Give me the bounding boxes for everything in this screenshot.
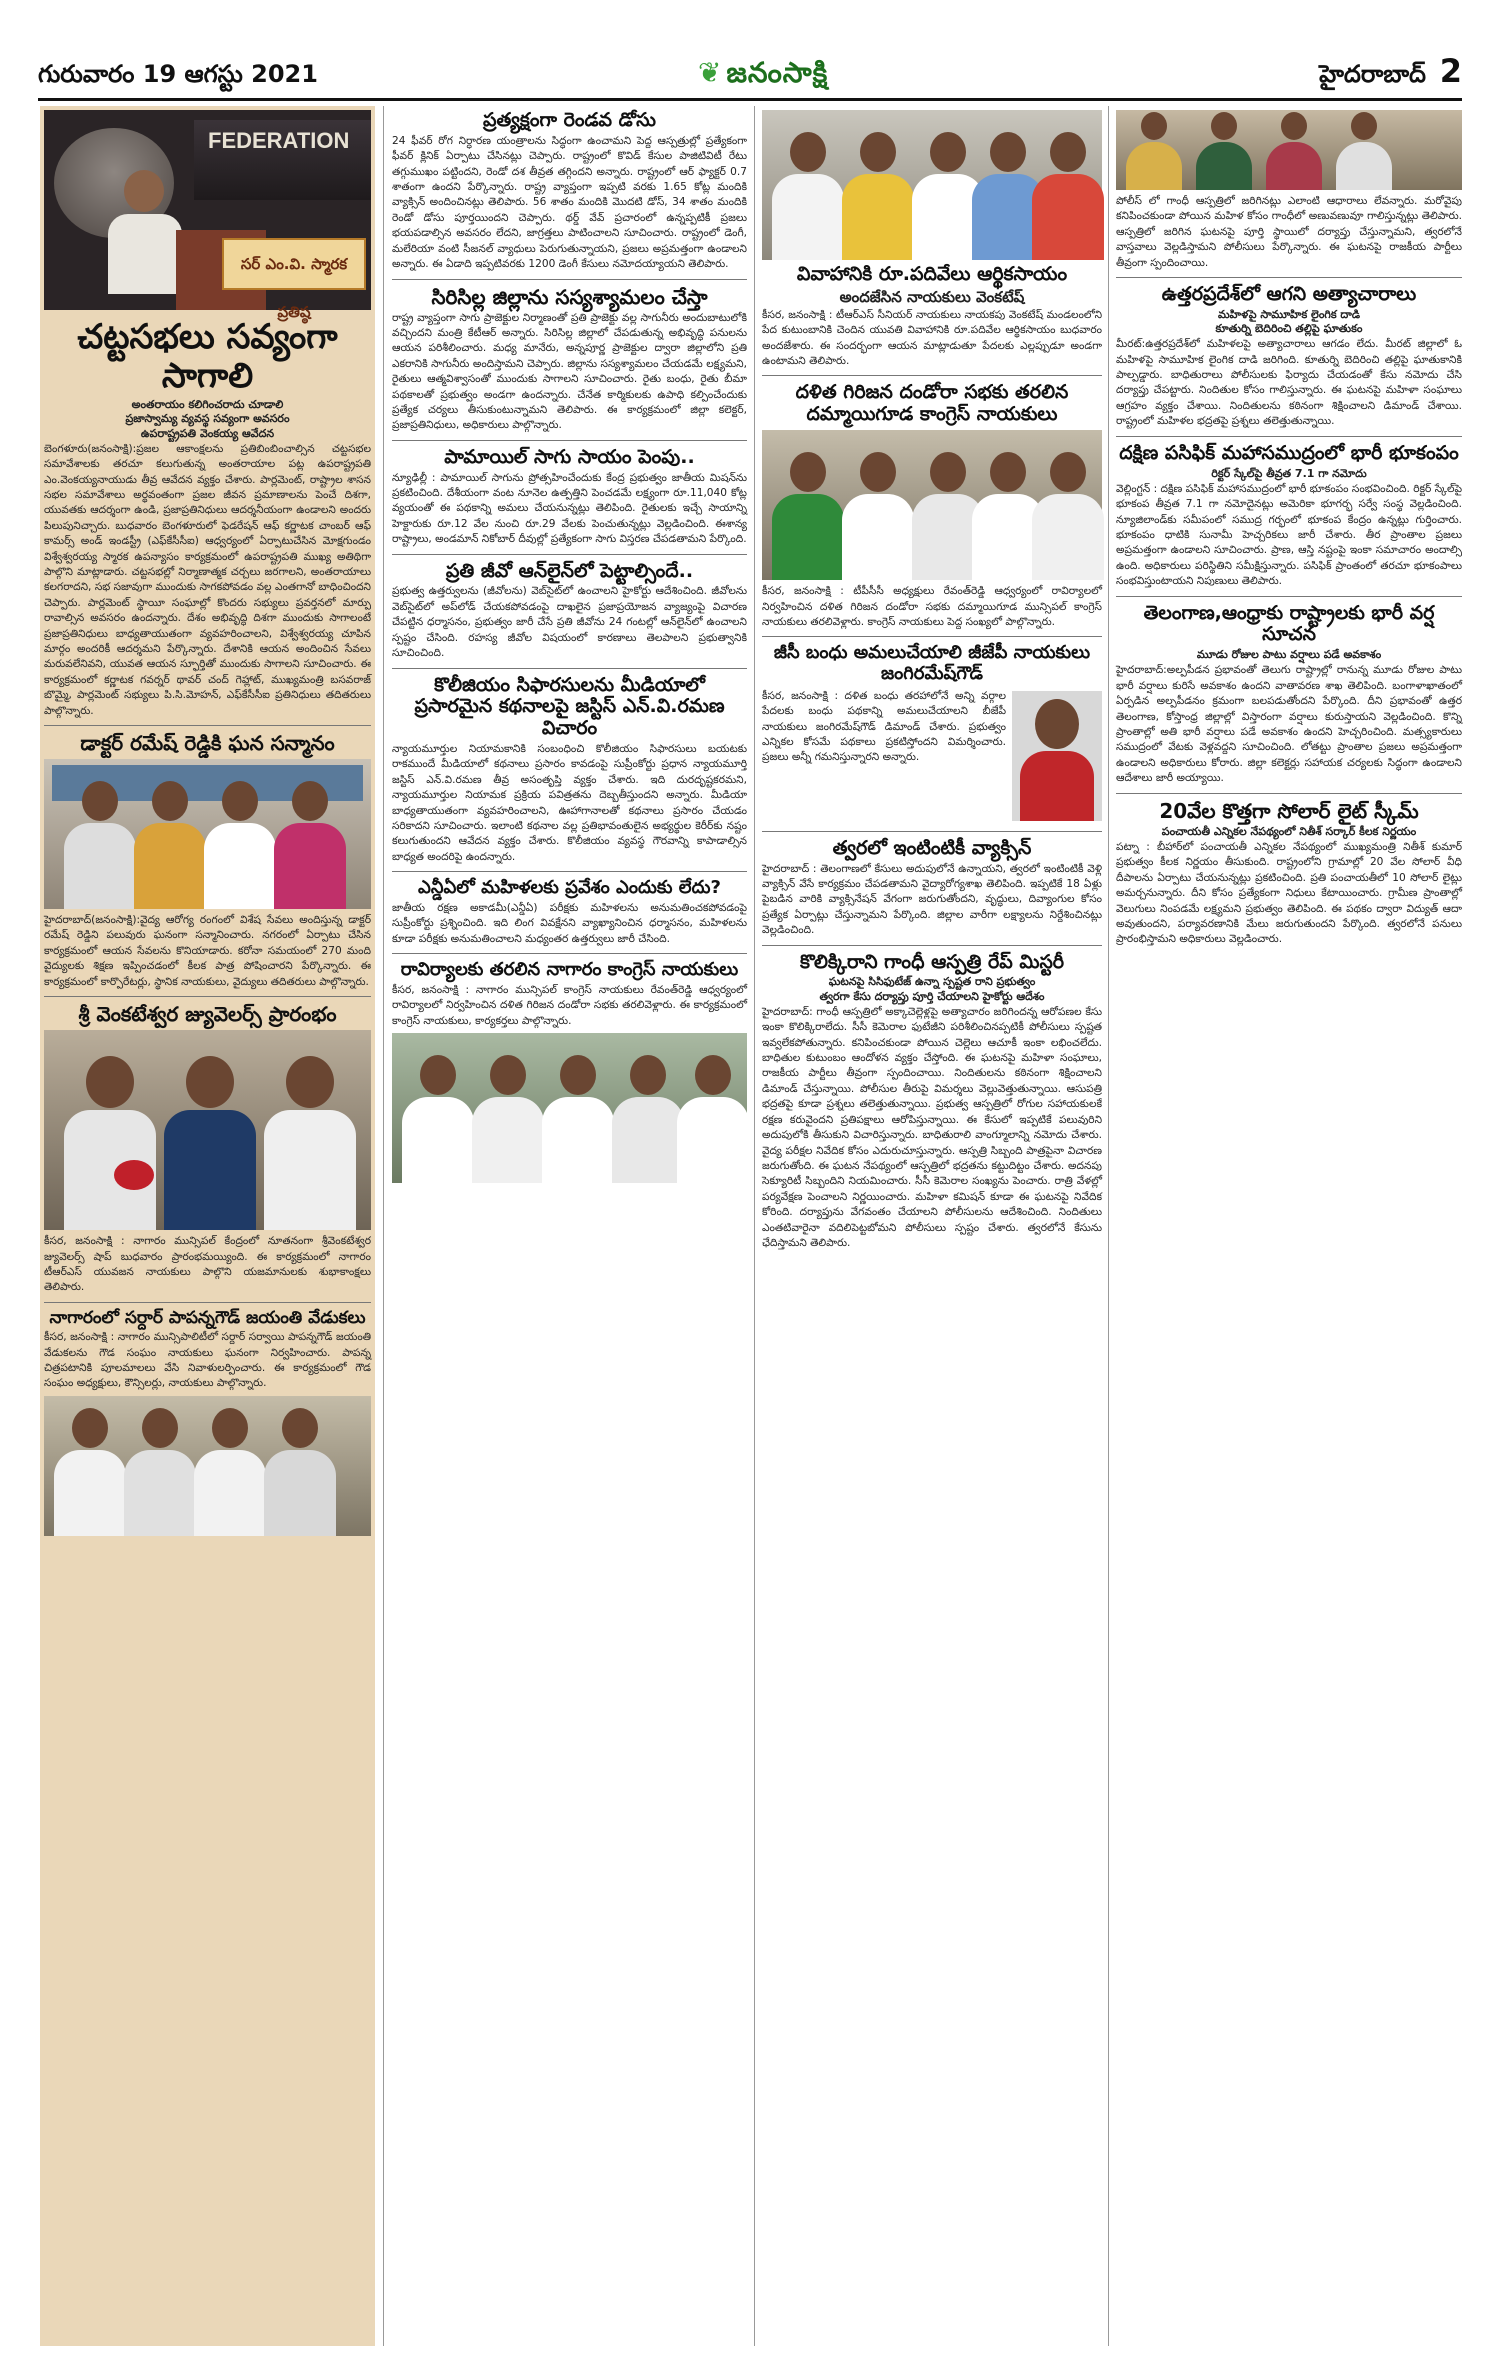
continued-article-body: పోలీస్ లో గాంధీ ఆస్పత్రిలో జరిగినట్లు ఎలాంటి ఆధారాలు లేవన్నారు. మరోవైపు కనిపించకుండా పోయిన మహిళ కోసం గాంధీలో అణువణువూ గాలిస్తున్నట్లు తెలిపారు. ఆస్పత్రిలో జరిగిన ఘటనపై పూర్తి స్థాయిలో దర్యాప్తు చేస్తున్నామని, త్వరలోనే వాస్తవాలు వెల్లడిస్తామని పోలీసులు పేర్కొన్నారు. ఈ ఘటనపై రాజకీయ పార్టీలు తీవ్రంగా స్పందించాయి. bbox=[1116, 195, 1462, 269]
story-subheading: మూడు రోజుల పాటు వర్షాలు పడే అవకాశం bbox=[1196, 648, 1382, 662]
person-figure-part bbox=[1032, 494, 1104, 580]
person-figure-part bbox=[860, 132, 896, 172]
person-figure-part bbox=[630, 1055, 666, 1095]
person-figure-part bbox=[212, 1408, 248, 1448]
story-headline: 20వేల కొత్తగా సోలార్ లైట్ స్కీమ్ bbox=[1159, 798, 1419, 823]
story-headline: సిరిసిల్ల జిల్లాను సస్యశ్యామలం చేస్తా bbox=[431, 284, 708, 309]
story-subheading: మహిళపై సామూహిక లైంగిక దాడి bbox=[1217, 307, 1360, 321]
column-rule bbox=[383, 106, 384, 2346]
lead-headline: చట్టసభలు సవ్యంగా సాగాలి bbox=[77, 317, 338, 397]
column-rule bbox=[754, 106, 755, 2346]
story-body: హైదరాబాద్(జనంసాక్షి):వైద్య ఆరోగ్య రంగంలో విశేష సేవలు అందిస్తున్న డాక్టర్ రమేష్ రెడ్డిని పలువురు ఘనంగా సన్మానించారు. నగరంలో ఏర్పాటు చేసిన కార్యక్రమంలో ఆయన సేవలను కొనియాడారు. కరోనా సమయంలో 270 మంది వైద్యులకు శిక్షణ ఇప్పించడంలో కీలక పాత్ర పోషించారని పేర్కొన్నారు. ఈ కార్యక్రమంలో కార్పొరేటర్లు, స్థానిక నాయకులు, వైద్యులు తదితరులు పాల్గొన్నారు. bbox=[44, 914, 371, 988]
person-figure-part bbox=[695, 1055, 731, 1095]
person-figure-part bbox=[72, 1408, 108, 1448]
speaker-body bbox=[108, 214, 182, 294]
story-body: మీరట్:ఉత్తరప్రదేశ్‌లో మహిళలపై అత్యాచారాలు ఆగడం లేదు. మీరట్ జిల్లాలో ఓ మహిళపై సామూహిక లైంగిక దాడి జరిగింది. కూతుర్ని బెదిరించి తల్లిపై ఘాతుకానికి పాల్పడ్డారు. బాధితురాలు పోలీసులకు ఫిర్యాదు చేయడంతో కేసు నమోదు చేసి దర్యాప్తు చేపట్టారు. నిందితుల కోసం గాలిస్తున్నారు. ఈ ఘటనపై మహిళా సంఘాలు ఆగ్రహం వ్యక్తం చేశాయి. నిందితులను కఠినంగా శిక్షించాలని డిమాండ్ చేశాయి. రాష్ట్రంలో మహిళల భద్రతపై ప్రశ్నలు తలెత్తుతున్నాయి. bbox=[1116, 338, 1462, 428]
person-figure-part bbox=[82, 781, 118, 821]
person-figure-part bbox=[204, 823, 276, 909]
page-number: 2 bbox=[1439, 52, 1462, 90]
person-figure-part bbox=[790, 452, 826, 492]
person-figure-part bbox=[677, 1097, 749, 1183]
person-figure-part bbox=[86, 1056, 134, 1108]
person-figure-part bbox=[790, 132, 826, 172]
person-figure-part bbox=[1050, 132, 1086, 172]
financial-aid-photo bbox=[762, 110, 1102, 260]
column-3 bbox=[762, 106, 1102, 2346]
story-headline: తెలంగాణ,ఆంధ్రాకు రాష్ట్రాలకు భారీ వర్ష సూచన bbox=[1143, 601, 1435, 646]
person-figure bbox=[194, 1408, 266, 1536]
divider bbox=[392, 279, 747, 280]
issue-date: గురువారం 19 ఆగస్టు 2021 bbox=[38, 60, 318, 88]
story-headline: నాగారంలో సర్దార్ పాపన్నగౌడ్ జయంతి వేడుకలు bbox=[49, 1307, 366, 1328]
person-figure bbox=[64, 1056, 156, 1230]
story-headline: దక్షిణ పసిఫిక్ మహాసముద్రంలో భారీ భూకంపం bbox=[1119, 441, 1459, 464]
masthead bbox=[38, 52, 1462, 94]
lead-subheading-1: అంతరాయం కలిగించరాదు చూడాలి bbox=[131, 398, 284, 412]
column-rule bbox=[1108, 106, 1109, 2346]
divider bbox=[1116, 793, 1462, 794]
person-figure-part bbox=[1266, 142, 1322, 190]
story-subheading: పంచాయతీ ఎన్నికల నేపథ్యంలో నితీశ్ సర్కార్ కీలక నిర్ణయం bbox=[1161, 824, 1417, 838]
person-figure bbox=[1032, 452, 1104, 580]
person-figure-part bbox=[1211, 112, 1237, 140]
story-body: ప్రభుత్వ ఉత్తర్వులను (జీవోలను) వెబ్‌సైట్‌లో ఉంచాలని హైకోర్టు ఆదేశించింది. జీవోలను వెబ్‌సైట్‌లో అప్‌లోడ్ చేయకపోవడంపై దాఖలైన ప్రజాప్రయోజన వ్యాజ్యంపై విచారణ చేపట్టిన ధర్మాసనం, ప్రభుత్వం జారీ చేసే ప్రతి జీవోను 24 గంటల్లో ఆన్‌లైన్‌లో ఉంచాలని స్పష్టం చేసింది. రహస్య జీవోల విషయంలో కారణాలు తెలపాలని ప్రభుత్వానికి సూచించింది. bbox=[392, 585, 747, 660]
felicitation-photo bbox=[44, 759, 371, 909]
story-subheading: త్వరగా కేసు దర్యాప్తు పూర్తి చేయాలని హైకోర్టు ఆదేశం bbox=[819, 989, 1045, 1003]
divider bbox=[762, 375, 1102, 376]
person-figure-part bbox=[1032, 174, 1104, 260]
story-headline: ఎన్డీఏలో మహిళలకు ప్రవేశం ఎందుకు లేదు? bbox=[418, 877, 721, 899]
person-figure-part bbox=[772, 174, 844, 260]
person-figure-part bbox=[842, 174, 914, 260]
person-figure bbox=[842, 452, 914, 580]
story-body: జాతీయ రక్షణ అకాడమీ(ఎన్డీఏ) పరీక్షకు మహిళలను అనుమతించకపోవడంపై సుప్రీంకోర్టు ప్రశ్నించింది. ఇది లింగ వివక్షేనని వ్యాఖ్యానించిన ధర్మాసనం, మహిళలను కూడా పరీక్షకు అనుమతించాలని మధ్యంతర ఉత్తర్వులు జారీ చేసింది. bbox=[392, 901, 747, 945]
person-figure bbox=[264, 1056, 356, 1230]
person-figure-part bbox=[420, 1055, 456, 1095]
story-headline: ప్రత్యక్షంగా రెండవ డోసు bbox=[483, 109, 656, 131]
person-figure bbox=[1196, 112, 1252, 190]
person-figure-part bbox=[1196, 142, 1252, 190]
person-figure bbox=[274, 781, 346, 909]
story-headline: కొలీజియం సిఫారసులను మీడియాలో ప్రసారమైన కథనాలపై జస్టిస్ ఎన్.వి.రమణ విచారం bbox=[414, 673, 725, 740]
story-headline: ఉత్తరప్రదేశ్‌లో ఆగని అత్యాచారాలు bbox=[1161, 283, 1417, 306]
person-figure-part bbox=[274, 823, 346, 909]
person-figure bbox=[264, 1408, 336, 1536]
header-rule bbox=[38, 98, 1462, 101]
banner-text: FEDERATION bbox=[194, 120, 371, 200]
plaque-text: సర్ ఎం.వి. స్మారక ప్రతిష్ఠ bbox=[222, 238, 366, 290]
person-figure-part bbox=[194, 1450, 266, 1536]
person-figure-part bbox=[930, 132, 966, 172]
person-figure-part bbox=[1141, 112, 1167, 140]
person-figure-part bbox=[990, 452, 1026, 492]
person-figure-part bbox=[1126, 142, 1182, 190]
story-headline: జీసీ బంధు అమలుచేయాలి జీజేపీ నాయకులు జంగిరమేష్‌గౌడ్ bbox=[773, 642, 1091, 685]
person-figure bbox=[842, 132, 914, 260]
person-figure-part bbox=[1050, 452, 1086, 492]
person-figure-part bbox=[1020, 751, 1094, 821]
person-figure bbox=[124, 1408, 196, 1536]
story-body: వెల్లింగ్టన్ : దక్షిణ పసిఫిక్ మహాసముద్రంలో భారీ భూకంపం సంభవించింది. రిక్టర్ స్కేల్‌పై భూకంప తీవ్రత 7.1 గా నమోదైనట్లు అమెరికా భూగర్భ సర్వే సంస్థ వెల్లడించింది. న్యూజిలాండ్‌కు సమీపంలో సముద్ర గర్భంలో భూకంప కేంద్రం ఉన్నట్లు గుర్తించారు. భూకంపం ధాటికి సునామీ హెచ్చరికలు జారీ చేశారు. తీర ప్రాంతాల ప్రజలు అప్రమత్తంగా ఉండాలని సూచించారు. ప్రాణ, ఆస్తి నష్టంపై ఇంకా సమాచారం అందాల్సి ఉంది. అధికారులు పరిస్థితిని సమీక్షిస్తున్నారు. పసిఫిక్ ప్రాంతంలో తరచూ భూకంపాలు సంభవిస్తుంటాయని నిపుణులు తెలిపారు. bbox=[1116, 482, 1462, 588]
person-figure bbox=[64, 781, 136, 909]
person-figure-part bbox=[282, 1408, 318, 1448]
gathering-photo bbox=[1116, 110, 1462, 190]
person-figure bbox=[1020, 699, 1094, 821]
person-figure-part bbox=[860, 452, 896, 492]
story-headline: ప్రతి జీవో ఆన్‌లైన్‌లో పెట్టాల్సిందే.. bbox=[445, 559, 694, 582]
story-body: కీసర, జనంసాక్షి : దళిత బంధు తరహాలోనే అన్ని వర్గాల పేదలకు బంధు పథకాన్ని అమలుచేయాలని బీజేపీ నాయకులు జంగిరమేష్‌గౌడ్ డిమాండ్ చేశారు. ప్రభుత్వం ఎన్నికల కోసమే పథకాలు ప్రకటిస్తోందని విమర్శించారు. ప్రజలు అన్నీ గమనిస్తున్నారని అన్నారు. bbox=[762, 689, 1006, 764]
person-figure-part bbox=[54, 1450, 126, 1536]
person-figure-part bbox=[152, 781, 188, 821]
story-body: రాష్ట్ర వ్యాప్తంగా సాగు ప్రాజెక్టుల నిర్మాణంతో ప్రతి ప్రాజెక్టు వల్ల సాగునీరు అందుబాటులోకి వచ్చిందని మంత్రి కేటీఆర్ అన్నారు. సిరిసిల్ల జిల్లాలో చేపడుతున్న అభివృద్ధి పనులను ఆయన పరిశీలించారు. మధ్య మానేరు, అన్నపూర్ణ ప్రాజెక్టుల ద్వారా జిల్లాలోని ప్రతి ఎకరానికి సాగునీరు అందిస్తామని చెప్పారు. జిల్లాను సస్యశ్యామలం చేయడమే లక్ష్యమని, రైతులు ఆత్మవిశ్వాసంతో ముందుకు సాగాలని సూచించారు. రైతు బంధు, రైతు బీమా పథకాలతో ప్రభుత్వం అండగా ఉందన్నారు. చేనేత కార్మికులకు ఉపాధి కల్పించేందుకు ప్రత్యేక చర్యలు తీసుకుంటున్నామని తెలిపారు. ఈ కార్యక్రమంలో జిల్లా కలెక్టర్, ప్రజాప్రతినిధులు, అధికారులు పాల్గొన్నారు. bbox=[392, 311, 747, 432]
person-figure bbox=[402, 1055, 474, 1183]
story-body: కీసర, జనంసాక్షి : నాగారం మున్సిపాలిటీలో సర్దార్ సర్వాయి పాపన్నగౌడ్ జయంతి వేడుకలను గౌడ సంఘం నాయకులు ఘనంగా నిర్వహించారు. పాపన్న చిత్రపటానికి పూలమాలలు వేసి నివాళులర్పించారు. ఈ కార్యక్రమంలో గౌడ సంఘం అధ్యక్షులు, కౌన్సిలర్లు, నాయకులు పాల్గొన్నారు. bbox=[44, 1331, 371, 1390]
person-figure bbox=[1032, 132, 1104, 260]
lead-subheading-3: ఉపరాష్ట్రపతి వెంకయ్య ఆవేదన bbox=[140, 426, 275, 440]
person-figure bbox=[134, 781, 206, 909]
person-figure bbox=[204, 781, 276, 909]
story-subheading: ఘటనపై సిసిఫుటేజ్ ఉన్నా స్పష్టత రాని ప్రభుత్వం bbox=[828, 975, 1036, 989]
vice-president-photo bbox=[44, 110, 371, 321]
person-figure-part bbox=[842, 494, 914, 580]
edition-city: హైదరాబాద్ bbox=[1319, 60, 1426, 88]
story-body: న్యూఢిల్లీ : పామాయిల్ సాగును ప్రోత్సహించేందుకు కేంద్ర ప్రభుత్వం జాతీయ మిషన్‌ను ప్రకటించింది. దేశీయంగా వంట నూనెల ఉత్పత్తిని పెంచడమే లక్ష్యంగా రూ.11,040 కోట్ల వ్యయంతో ఈ పథకాన్ని అమలు చేయనున్నట్లు తెలిపింది. రైతులకు ఇచ్చే సాయాన్ని హెక్టారుకు రూ.12 వేల నుంచి రూ.29 వేలకు పెంచుతున్నట్లు వెల్లడించింది. ఈశాన్య రాష్ట్రాలు, అండమాన్ నికోబార్ దీవుల్లో ప్రత్యేకంగా సాగు విస్తరణ చేపడతామని పేర్కొంది. bbox=[392, 471, 747, 546]
divider bbox=[44, 725, 371, 726]
leaf-icon: ❦ bbox=[698, 56, 723, 89]
divider bbox=[392, 871, 747, 872]
person-figure-part bbox=[1336, 142, 1392, 190]
lead-subheading-2: ప్రజాస్వామ్య వ్యవస్థ సవ్యంగా అవసరం bbox=[125, 412, 290, 426]
person-figure-part bbox=[186, 1056, 234, 1108]
column-1 bbox=[40, 106, 375, 2346]
story-subheading: కూతుర్ని బెదిరించి తల్లిపై ఘాతుకం bbox=[1215, 322, 1363, 336]
divider bbox=[392, 440, 747, 441]
column-4 bbox=[1116, 106, 1462, 2346]
story-body: హైదరాబాద్: గాంధీ ఆస్పత్రిలో అక్కాచెల్లెళ్లపై అత్యాచారం జరిగిందన్న ఆరోపణల కేసు ఇంకా కొలిక్కిరాలేదు. సీసీ కెమెరాల ఫుటేజీని పరిశీలించినప్పటికీ పోలీసులు స్పష్టత ఇవ్వలేకపోతున్నారు. కనిపించకుండా పోయిన చెల్లెలు ఆచూకీ ఇంకా లభించలేదు. బాధితుల కుటుంబం ఆందోళన వ్యక్తం చేస్తోంది. ఈ ఘటనపై మహిళా సంఘాలు, రాజకీయ పార్టీలు తీవ్రంగా స్పందించాయి. నిందితులను కఠినంగా శిక్షించాలని డిమాండ్ చేస్తున్నాయి. పోలీసుల తీరుపై విమర్శలు వెల్లువెత్తుతున్నాయి. ఆసుపత్రి భద్రతపై కూడా ప్రశ్నలు తలెత్తుతున్నాయి. ప్రభుత్వ ఆస్పత్రిలో రోగుల సహాయకులకే రక్షణ కరువైందని ప్రతిపక్షాలు ఆరోపిస్తున్నాయి. ఈ కేసులో ఇప్పటికే పలువురిని అదుపులోకి తీసుకుని విచారిస్తున్నారు. బాధితురాలి వాంగ్మూలాన్ని నమోదు చేశారు. వైద్య పరీక్షల నివేదిక కోసం ఎదురుచూస్తున్నారు. ఆస్పత్రి సిబ్బంది పాత్రపైనా విచారణ జరుగుతోంది. ఈ ఘటన నేపథ్యంలో ఆస్పత్రిలో భద్రతను కట్టుదిట్టం చేశారు. అదనపు సెక్యూరిటీ సిబ్బందిని నియమించారు. సీసీ కెమెరాల సంఖ్యను పెంచారు. రాత్రి వేళల్లో పర్యవేక్షణ పెంచాలని నిర్ణయించారు. మహిళా కమిషన్ కూడా ఈ ఘటనపై నివేదిక కోరింది. దర్యాప్తును వేగవంతం చేయాలని పోలీసులను ఆదేశించింది. నిందితులు ఎంతటివారైనా వదిలిపెట్టబోమని పోలీసులు స్పష్టం చేశారు. త్వరలోనే కేసును ఛేదిస్తామని తెలిపారు. bbox=[762, 1005, 1102, 1249]
divider bbox=[1116, 277, 1462, 278]
person-figure bbox=[677, 1055, 749, 1183]
person-figure-part bbox=[142, 1408, 178, 1448]
person-figure-part bbox=[64, 823, 136, 909]
divider bbox=[392, 554, 747, 555]
person-figure-part bbox=[264, 1450, 336, 1536]
person-figure bbox=[772, 452, 844, 580]
person-figure-part bbox=[286, 1056, 334, 1108]
story-headline: పామాయిల్ సాగు సాయం పెంపు.. bbox=[444, 445, 695, 468]
divider bbox=[44, 996, 371, 997]
story-headline: రావిర్యాలకు తరలిన నాగారం కాంగ్రెస్ నాయకులు bbox=[400, 959, 739, 981]
story-headline: డాక్టర్ రమేష్ రెడ్డికి ఘన సన్మానం bbox=[80, 731, 335, 756]
story-body: 24 ఫీవర్ రోగ నిర్ధారణ యంత్రాలను సిద్ధంగా ఉంచామని పెద్ద ఆస్పత్రుల్లో ప్రత్యేకంగా ఫీవర్ క్లినిక్ ఏర్పాటు చేసినట్లు చెప్పారు. రాష్ట్రంలో కొవిడ్ కేసుల పాజిటివిటీ రేటు తగ్గుముఖం పట్టిందని, రెండో దశ తీవ్రత తగ్గిందని అన్నారు. రాష్ట్రంలో ఆర్ ఫ్యాక్టర్ 0.7 శాతంగా ఉందని పేర్కొన్నారు. రాష్ట్ర వ్యాప్తంగా ఇప్పటి వరకు 1.65 కోట్ల మందికి వ్యాక్సిన్ అందించినట్లు తెలిపారు. 56 శాతం మందికి మొదటి డోస్, 34 శాతం మందికి రెండో డోసు పూర్తయిందని చెప్పారు. థర్డ్ వేవ్ ప్రచారంలో ఉన్నప్పటికీ ప్రజలు భయపడాల్సిన అవసరం లేదని, జాగ్రత్తలు పాటించాలని సూచించారు. రాష్ట్రంలో డెంగీ, మలేరియా వంటి సీజనల్ వ్యాధులు పెరుగుతున్నాయని, ప్రజలు అప్రమత్తంగా ఉండాలని అన్నారు. ఈ ఏడాది ఇప్పటివరకు 1200 డెంగీ కేసులు నమోదయ్యాయని తెలిపారు. bbox=[392, 134, 747, 271]
newspaper-name: జనంసాక్షి bbox=[726, 56, 829, 89]
person-figure-part bbox=[472, 1097, 544, 1183]
dandora-meeting-photo bbox=[762, 430, 1102, 580]
person-figure bbox=[1266, 112, 1322, 190]
story-headline: వివాహానికి రూ.పదివేలు ఆర్థికసాయం bbox=[796, 263, 1068, 285]
speaker-head bbox=[124, 170, 164, 212]
person-figure bbox=[542, 1055, 614, 1183]
bouquet bbox=[114, 1160, 154, 1190]
story-headline: త్వరలో ఇంటింటికీ వ్యాక్సిన్ bbox=[832, 836, 1032, 859]
divider bbox=[1116, 596, 1462, 597]
story-headline: కొలిక్కిరాని గాంధీ ఆస్పత్రి రేప్ మిస్టరీ bbox=[799, 950, 1065, 973]
divider bbox=[762, 945, 1102, 946]
person-figure-part bbox=[164, 1110, 256, 1230]
story-body: న్యాయమూర్తుల నియామకానికి సంబంధించి కొలీజియం సిఫారసులు బయటకు రాకముందే మీడియాలో కథనాలు ప్రసారం కావడంపై సుప్రీంకోర్టు ప్రధాన న్యాయమూర్తి జస్టిస్ ఎన్.వి.రమణ తీవ్ర అసంతృప్తి వ్యక్తం చేశారు. ఇది దురదృష్టకరమని, న్యాయమూర్తుల నియామక ప్రక్రియ పవిత్రతను దెబ్బతీస్తుందని అన్నారు. మీడియా బాధ్యతాయుతంగా వ్యవహరించాలని, ఊహాగానాలతో కథనాలు ప్రసారం చేయడం సరికాదని సూచించారు. ఇలాంటి కథనాల వల్ల ప్రతిభావంతులైన అభ్యర్థుల కెరీర్‌కు నష్టం కలుగుతుందని ఆవేదన వ్యక్తం చేశారు. కొలీజియం వ్యవస్థ గౌరవాన్ని కాపాడాల్సిన బాధ్యత అందరిపై ఉందన్నారు. bbox=[392, 743, 747, 863]
story-headline: శ్రీ వెంకటేశ్వర జ్యువెలర్స్ ప్రారంభం bbox=[78, 1002, 337, 1027]
leader-portrait bbox=[1012, 691, 1102, 821]
jayanthi-celebration-photo bbox=[44, 1396, 371, 1536]
person-figure bbox=[164, 1056, 256, 1230]
story-subheading: అందజేసిన నాయకులు వెంకటేష్ bbox=[839, 287, 1025, 306]
story-subheading: రిక్టర్ స్కేల్‌పై తీవ్రత 7.1 గా నమోదు bbox=[1211, 466, 1367, 480]
person-figure-part bbox=[1351, 112, 1377, 140]
story-body: హైదరాబాద్ : తెలంగాణలో కేసులు అదుపులోనే ఉన్నాయని, త్వరలో ఇంటింటికీ వెళ్లి వ్యాక్సిన్ వేసే కార్యక్రమం చేపడతామని వైద్యారోగ్యశాఖ తెలిపింది. ఇప్పటికే 18 ఏళ్లు పైబడిన వారికి వ్యాక్సినేషన్ వేగంగా జరుగుతోందని, వృద్ధులు, దివ్యాంగుల కోసం ప్రత్యేక ఏర్పాట్లు చేస్తున్నామని పేర్కొంది. జిల్లాల వారీగా లక్ష్యాలను నిర్దేశించినట్లు వెల్లడించింది. bbox=[762, 862, 1102, 937]
person-figure-part bbox=[490, 1055, 526, 1095]
story-headline: దళిత గిరిజన దండోరా సభకు తరలిన దమ్మాయిగూడ కాంగ్రెస్ నాయకులు bbox=[795, 381, 1069, 426]
story-body: హైదరాబాద్:అల్పపీడన ప్రభావంతో తెలుగు రాష్ట్రాల్లో రానున్న మూడు రోజుల పాటు భారీ వర్షాలు కురిసే అవకాశం ఉందని వాతావరణ శాఖ తెలిపింది. బంగాళాఖాతంలో ఏర్పడిన అల్పపీడనం క్రమంగా బలపడుతోందని పేర్కొంది. దీని ప్రభావంతో ఉత్తర తెలంగాణ, కోస్తాంధ్ర జిల్లాల్లో విస్తారంగా వర్షాలు కురుస్తాయని వెల్లడించింది. కొన్ని ప్రాంతాల్లో అతి భారీ వర్షాలు పడే అవకాశం ఉందని హెచ్చరించింది. మత్స్యకారులు సముద్రంలో వేటకు వెళ్లవద్దని సూచించింది. లోతట్టు ప్రాంతాల ప్రజలు అప్రమత్తంగా ఉండాలని అధికారులు కోరారు. జిల్లా కలెక్టర్లు సహాయక చర్యలకు సిద్ధంగా ఉండాలని ఆదేశాలు జారీ అయ్యాయి. bbox=[1116, 664, 1462, 785]
person-figure-part bbox=[402, 1097, 474, 1183]
person-figure-part bbox=[1035, 699, 1079, 749]
person-figure-part bbox=[222, 781, 258, 821]
story-body: కీసర, జనంసాక్షి : నాగారం మున్సిపల్ కేంద్రంలో నూతనంగా శ్రీవెంకటేశ్వర జ్యువెలర్స్ షాప్ బుధవారం ప్రారంభమయ్యింది. ఈ కార్యక్రమంలో నాగారం టీఆర్ఎస్ యువజన నాయకులు పాల్గొని యజమానులకు శుభాకాంక్షలు తెలిపారు. bbox=[44, 1235, 371, 1294]
person-figure bbox=[54, 1408, 126, 1536]
story-body: కీసర, జనంసాక్షి : టీపీసీసీ అధ్యక్షులు రేవంత్‌రెడ్డి ఆధ్వర్యంలో రావిర్యాలలో నిర్వహించిన దళిత గిరిజన దండోరా సభకు దమ్మాయిగూడ మున్సిపల్ కాంగ్రెస్ నాయకులు తరలివెళ్లారు. కాంగ్రెస్ నాయకులు పెద్ద సంఖ్యలో పాల్గొన్నారు. bbox=[762, 585, 1102, 628]
divider bbox=[1116, 436, 1462, 437]
person-figure-part bbox=[124, 1450, 196, 1536]
congress-leaders-photo bbox=[392, 1033, 747, 1183]
person-figure bbox=[472, 1055, 544, 1183]
story-body: కీసర, జనంసాక్షి : టీఆర్ఎస్ సీనియర్ నాయకులు నాయకపు వెంకటేష్ మండలంలోని పేద కుటుంబానికి చెందిన యువతి వివాహానికి రూ.పదివేల ఆర్థికసాయం బుధవారం అందజేశారు. ఈ సందర్భంగా ఆయన మాట్లాడుతూ పేదలకు ఎల్లప్పుడూ అండగా ఉంటామని తెలిపారు. bbox=[762, 308, 1102, 368]
story-body: పట్నా : బీహార్‌లో పంచాయతీ ఎన్నికల నేపథ్యంలో ముఖ్యమంత్రి నితీశ్ కుమార్ ప్రభుత్వం కీలక నిర్ణయం తీసుకుంది. రాష్ట్రంలోని గ్రామాల్లో 20 వేల సోలార్ వీధి దీపాలను ఏర్పాటు చేయనున్నట్లు ప్రకటించింది. ప్రతి పంచాయతీలో 10 సోలార్ లైట్లు అమర్చనున్నారు. దీని కోసం ప్రత్యేకంగా నిధులు కేటాయించారు. గ్రామీణ ప్రాంతాల్లో వెలుగులు నింపడమే లక్ష్యమని ప్రభుత్వం తెలిపింది. ఈ పథకం ద్వారా విద్యుత్ ఆదా అవుతుందని, పర్యావరణానికి మేలు జరుగుతుందని పేర్కొంది. త్వరలోనే పనులు ప్రారంభిస్తామని అధికారులు వెల్లడించారు. bbox=[1116, 840, 1462, 946]
person-figure bbox=[1126, 112, 1182, 190]
person-figure bbox=[772, 132, 844, 260]
column-2 bbox=[392, 106, 747, 2346]
newspaper-logo bbox=[698, 56, 828, 96]
person-figure-part bbox=[772, 494, 844, 580]
person-figure-part bbox=[560, 1055, 596, 1095]
person-figure-part bbox=[264, 1110, 356, 1230]
story-body: కీసర, జనంసాక్షి : నాగారం మున్సిపల్ కాంగ్రెస్ నాయకులు రేవంత్‌రెడ్డి ఆధ్వర్యంలో రావిర్యాలలో నిర్వహించిన దళిత గిరిజన దండోరా సభకు తరలివెళ్లారు. ఈ కార్యక్రమంలో కాంగ్రెస్ నాయకులు, కార్యకర్తలు పాల్గొన్నారు. bbox=[392, 983, 747, 1027]
divider bbox=[762, 636, 1102, 637]
divider bbox=[44, 1302, 371, 1303]
divider bbox=[762, 831, 1102, 832]
person-figure-part bbox=[990, 132, 1026, 172]
divider bbox=[392, 953, 747, 954]
jewellers-opening-photo bbox=[44, 1030, 371, 1230]
person-figure-part bbox=[1281, 112, 1307, 140]
person-figure-part bbox=[930, 452, 966, 492]
person-figure bbox=[612, 1055, 684, 1183]
person-figure-part bbox=[612, 1097, 684, 1183]
person-figure-part bbox=[292, 781, 328, 821]
person-figure-part bbox=[134, 823, 206, 909]
person-figure-part bbox=[542, 1097, 614, 1183]
lead-article-body: బెంగళూరు(జనంసాక్షి):ప్రజల ఆకాంక్షలను ప్రతిబింబించాల్సిన చట్టసభల సమావేశాలకు తరచూ కలుగుతున్న అంతరాయాల పట్ల ఉపరాష్ట్రపతి ఎం.వెంకయ్యనాయుడు తీవ్ర ఆవేదన వ్యక్తం చేశారు. పార్లమెంట్, రాష్ట్రాల శాసన సభల సమావేశాలు అర్థవంతంగా ప్రజల జీవన ప్రమాణాలను పెంచే దిశగా, యువతకు ఆదర్శంగా ఉండి, ప్రజాప్రతినిధులు ఆదర్శనీయంగా ఉండాలని అందరు పిలుపునిచ్చారు. బుధవారం బెంగళూరులో ఫెడరేషన్ ఆఫ్ కర్ణాటక చాంబర్ ఆఫ్ కామర్స్ అండ్ ఇండస్ట్రీ (ఎఫ్‌కేసీసీఐ) ఆధ్వర్యంలో ఏర్పాటుచేసిన మోక్షగుండం విశ్వేశ్వరయ్య స్మారక ఉపన్యాసం కార్యక్రమంలో ఉపరాష్ట్రపతి ముఖ్య అతిథిగా పాల్గొని మాట్లాడారు. చట్టసభల్లో నిర్మాణాత్మక చర్చలు జరగాలని, అంతరాయాలు కలగరాదని, సభ సజావుగా ముందుకు సాగకపోవడం వల్ల ఎంతగానో బాధించిందని చెప్పారు. పార్లమెంట్ స్థాయీ సంఘాల్లో కొందరు సభ్యులు ప్రవర్తనలో మార్పు రావాల్సిన అవసరం ఉందన్నారు. దేశం అభివృద్ధి దిశగా ముందుకు సాగాలంటే ప్రజాప్రతినిధులు బాధ్యతాయుతంగా వ్యవహరించాలని, విశ్వేశ్వరయ్య చూపిన మార్గం అందరికీ ఆదర్శమని పేర్కొన్నారు. దేశానికి ఆయన అందించిన సేవలు మరువలేనివని, యువత ఆయన స్ఫూర్తితో ముందుకు సాగాలని సూచించారు. ఈ కార్యక్రమంలో కర్ణాటక గవర్నర్ థావర్ చంద్ గెహ్లాట్, ముఖ్యమంత్రి బసవరాజ్ బొమ్మై, పార్లమెంట్ సభ్యులు పి.సి.మోహన్, ఎఫ్‌కేసీసీఐ ప్రతినిధులు తదితరులు పాల్గొన్నారు. bbox=[44, 442, 371, 717]
divider bbox=[392, 668, 747, 669]
person-figure bbox=[1336, 112, 1392, 190]
